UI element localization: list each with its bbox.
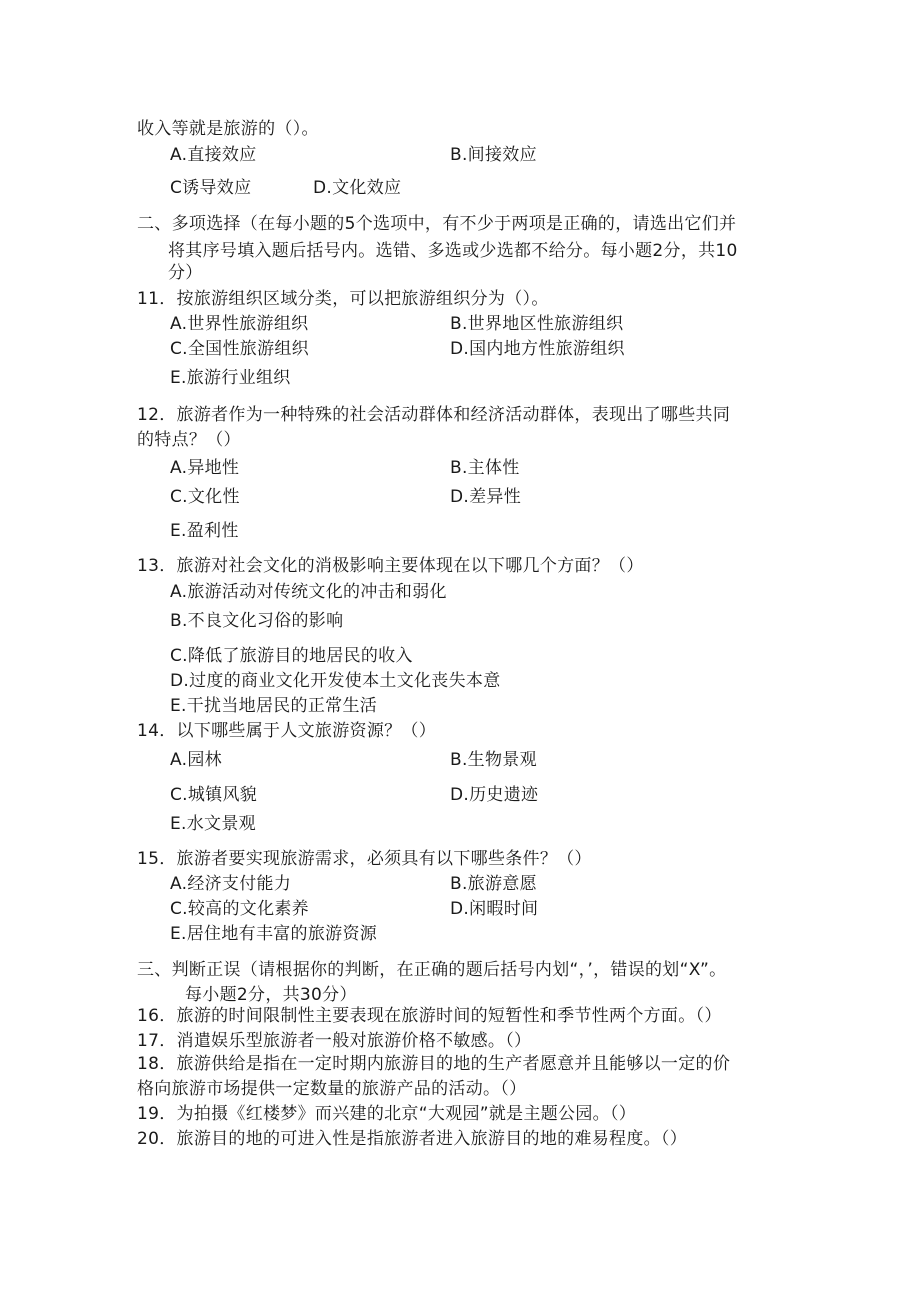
question-12-cont: 的特点？（）: [137, 430, 241, 450]
option-c: C诱导效应: [170, 178, 252, 198]
section-heading: 三、判断正误（请根据你的判断，在正确的题后括号内划“，’，错误的划“X”。: [137, 960, 727, 980]
option-b: B.主体性: [450, 458, 520, 478]
option-e: E.旅游行业组织: [170, 368, 291, 388]
option-d: D.历史遗迹: [450, 785, 539, 805]
question-13: 13．旅游对社会文化的消极影响主要体现在以下哪几个方面？（）: [137, 556, 644, 576]
option-e: E.居住地有丰富的旅游资源: [170, 924, 378, 944]
question-11: 11．按旅游组织区域分类，可以把旅游组织分为（）。: [137, 289, 549, 309]
question-12: 12．旅游者作为一种特殊的社会活动群体和经济活动群体，表现出了哪些共同: [137, 405, 731, 425]
section-heading-cont: 分）: [168, 263, 203, 283]
option-c: C.文化性: [170, 487, 240, 507]
option-a: A.旅游活动对传统文化的冲击和弱化: [170, 582, 447, 602]
option-b: B.不良文化习俗的影响: [170, 611, 344, 631]
question-20: 20．旅游目的地的可进入性是指旅游者进入旅游目的地的难易程度。（）: [137, 1129, 688, 1149]
option-a: A.异地性: [170, 458, 240, 478]
option-c: C.较高的文化素养: [170, 899, 309, 919]
question-18-cont: 格向旅游市场提供一定数量的旅游产品的活动。（）: [137, 1079, 527, 1099]
option-a: A.经济支付能力: [170, 874, 292, 894]
section-heading-cont: 将其序号填入题后括号内。选错、多选或少选都不给分。每小题2分，共10: [168, 241, 738, 261]
option-a: A.世界性旅游组织: [170, 314, 309, 334]
question-14: 14．以下哪些属于人文旅游资源？（）: [137, 721, 437, 741]
option-a: A.直接效应: [170, 145, 257, 165]
question-19: 19．为拍摄《红楼梦》而兴建的北京“大观园”就是主题公园。（）: [137, 1104, 637, 1124]
option-d: D.过度的商业文化开发使本土文化丧失本意: [170, 671, 501, 691]
option-e: E.干扰当地居民的正常生活: [170, 696, 378, 716]
option-e: E.水文景观: [170, 814, 256, 834]
section-heading: 二、多项选择（在每小题的5个选项中，有不少于两项是正确的，请选出它们并: [137, 214, 737, 234]
question-16: 16．旅游的时间限制性主要表现在旅游时间的短暂性和季节性两个方面。（）: [137, 1006, 722, 1026]
question-15: 15．旅游者要实现旅游需求，必须具有以下哪些条件？（）: [137, 849, 592, 869]
option-b: B.旅游意愿: [450, 874, 537, 894]
option-b: B.间接效应: [450, 145, 537, 165]
option-c: C.全国性旅游组织: [170, 339, 309, 359]
option-c: C.降低了旅游目的地居民的收入: [170, 646, 413, 666]
option-b: B.世界地区性旅游组织: [450, 314, 624, 334]
question-18: 18．旅游供给是指在一定时期内旅游目的地的生产者愿意并且能够以一定的价: [137, 1054, 731, 1074]
option-c: C.城镇风貌: [170, 785, 258, 805]
option-d: D.闲暇时间: [450, 899, 539, 919]
option-a: A.园林: [170, 750, 222, 770]
option-e: E.盈利性: [170, 521, 239, 541]
option-d: D.国内地方性旅游组织: [450, 339, 625, 359]
option-b: B.生物景观: [450, 750, 537, 770]
option-d: D.文化效应: [313, 178, 402, 198]
option-d: D.差异性: [450, 487, 521, 507]
section-heading-cont: 每小题2分，共30分）: [185, 985, 357, 1005]
question-17: 17．消遣娱乐型旅游者一般对旅游价格不敏感。（）: [137, 1031, 532, 1051]
question-text: 收入等就是旅游的（）。: [137, 119, 319, 139]
